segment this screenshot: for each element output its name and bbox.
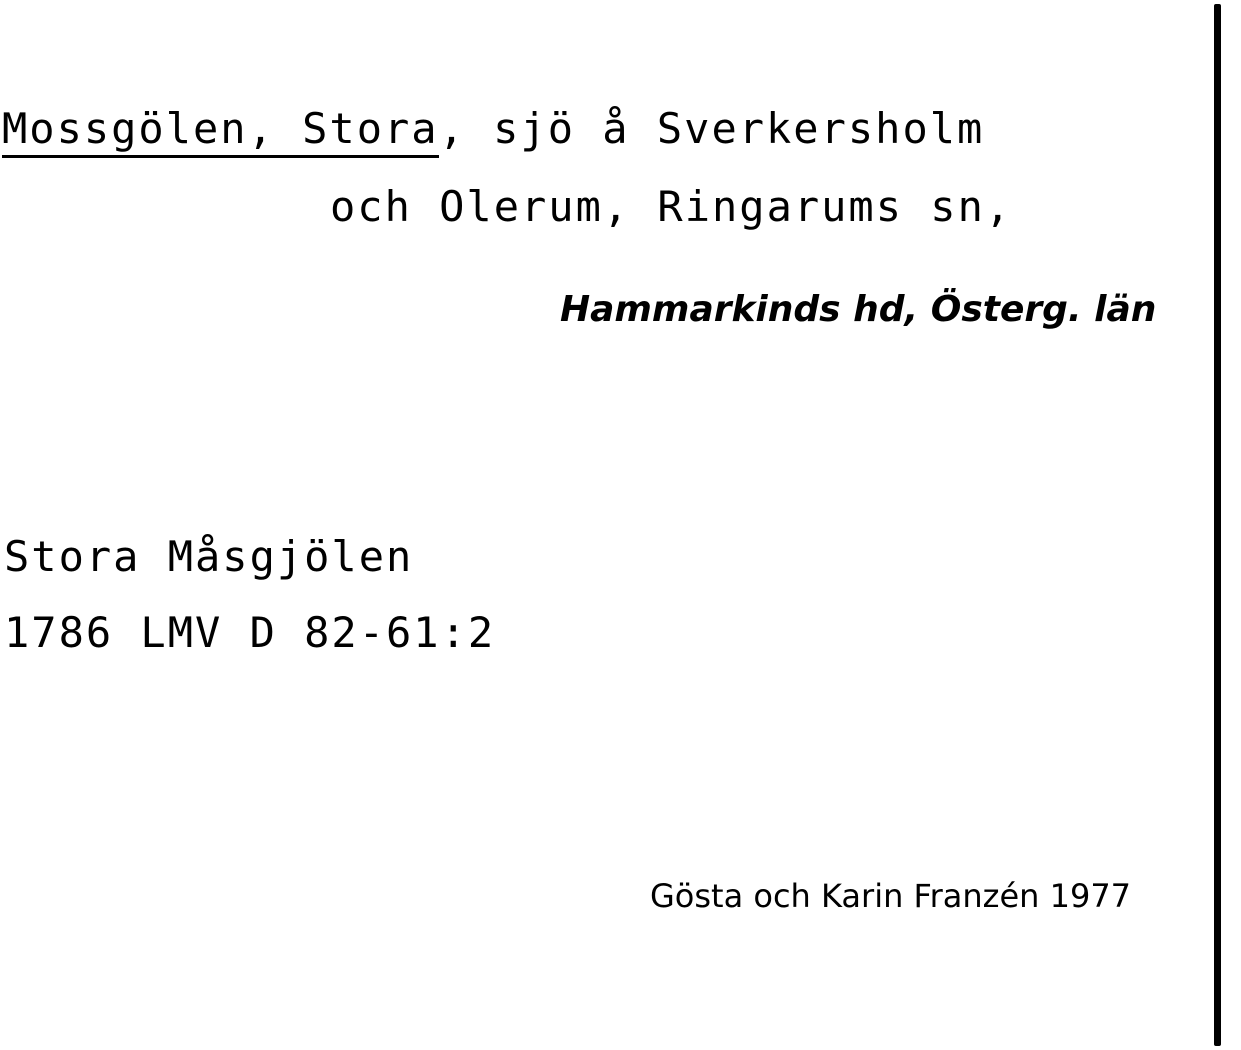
variant-name: Stora Måsgjölen — [4, 532, 414, 581]
district-stamp: Hammarkinds hd, Österg. län — [560, 289, 1157, 330]
parish-line: och Olerum, Ringarums sn, — [330, 182, 1013, 231]
collector-stamp: Gösta och Karin Franzén 1977 — [650, 877, 1132, 915]
card-edge-line — [1214, 4, 1221, 1046]
place-name-underlined: Mossgölen, Stora — [2, 104, 439, 158]
heading-rest: , sjö å Sverkersholm — [438, 104, 985, 153]
source-reference: 1786 LMV D 82-61:2 — [4, 608, 496, 657]
card-heading-line — [2, 104, 985, 153]
